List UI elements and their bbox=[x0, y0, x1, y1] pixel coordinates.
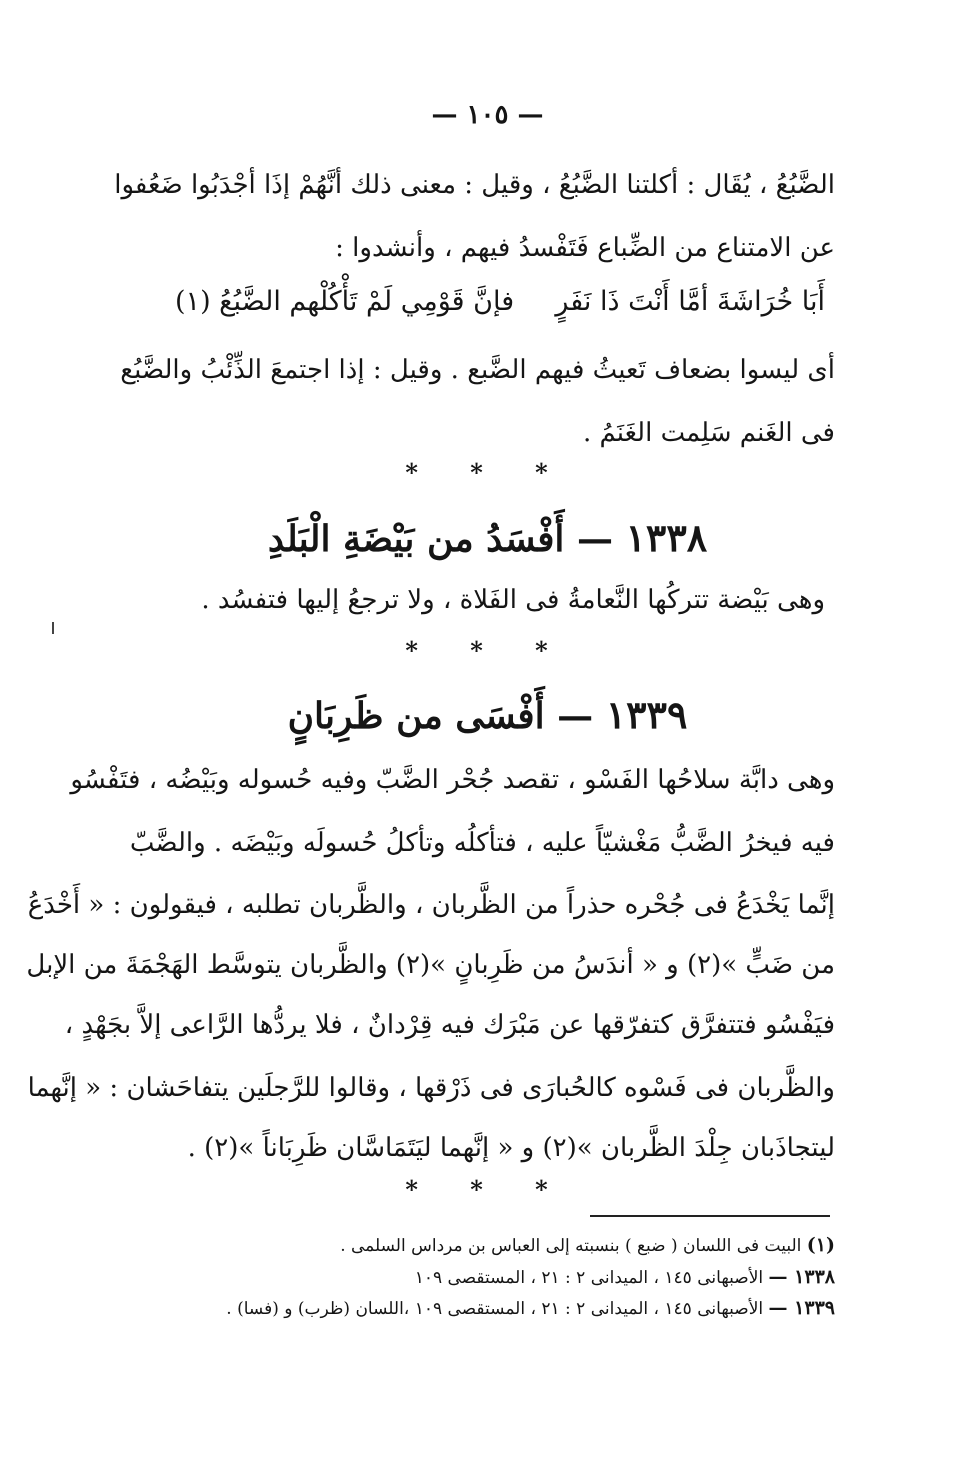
section-separator: * * * bbox=[405, 636, 570, 665]
footnote-text: الأصبهانى ١٤٥ ، الميدانى ٢ : ٢١ ، المستقصى ١٠٩ ،اللسان (ظرب) و (فسا) . bbox=[226, 1299, 764, 1319]
section-separator: * * * bbox=[405, 458, 570, 487]
heading-dash: — bbox=[544, 695, 594, 737]
body-line: وهى دابَّة سلاحُها الفَسْو ، تقصد جُحْر الضَّبّ وفيه حُسوله وبَيْضُه ، فتَفْسُو bbox=[70, 765, 835, 795]
proverb-heading bbox=[0, 690, 975, 741]
footnote-label: (١) bbox=[806, 1234, 835, 1256]
section-separator: * * * bbox=[405, 1175, 570, 1204]
proverb-number: ١٣٣٨ bbox=[625, 515, 708, 560]
body-line: من ضَبٍّ »(٢) و « أندَسُ من ظَرِبانٍ »(٢) والظَّربان يتوسَّط الهَجْمَةَ من الإبل bbox=[26, 950, 835, 980]
body-line: والظَّربان فى فَسْوه كالحُبارَى فى ذَرْقها ، وقالوا للرَّجلَين يتفاحَشان : « إنَّهما bbox=[27, 1073, 835, 1103]
footnote bbox=[135, 1295, 835, 1322]
body-line: فيَفْسُو فتتفرَّق كتفرّقها عن مَبْرَك فيه قِرْدانٌ ، فلا يردُّها الرَّاعى إلاَّ بجَهْدٍ ، bbox=[64, 1010, 835, 1040]
footnote-text: البيت فى اللسان ( ضبع ) بنسبته إلى العباس بن مرداس السلمى . bbox=[340, 1236, 802, 1256]
poetry-verse bbox=[175, 282, 825, 322]
footnote-label: ١٣٣٩ — bbox=[768, 1297, 835, 1319]
proverb-title: أَفْسَى من ظَرِبَانٍ bbox=[287, 695, 545, 737]
page-number: — ١٠٥ — bbox=[431, 100, 544, 130]
footnote-text: الأصبهانى ١٤٥ ، الميدانى ٢ : ٢١ ، المستقصى ١٠٩ bbox=[414, 1268, 764, 1288]
footnote bbox=[135, 1232, 835, 1259]
body-line: ليتجاذَبان جِلْدَ الظَّربان »(٢) و « إنَّهما ليَتَمَاسَّان ظَرِبَاناً »(٢) . bbox=[187, 1133, 835, 1163]
proverb-number: ١٣٣٩ bbox=[605, 692, 688, 737]
heading-dash: — bbox=[564, 518, 613, 560]
intro-line: الضَّبُعُ ، يُقَال : أكلتنا الضَّبُعُ ، وقيل : معنى ذلك أنَّهُمْ إذَا أجْدَبُوا ضَعُفوا bbox=[114, 170, 835, 200]
footnote-rule bbox=[590, 1215, 830, 1217]
proverb-heading bbox=[0, 513, 975, 564]
proverb-title: أَفْسَدُ من بَيْضَةِ الْبَلَدِ bbox=[267, 518, 565, 560]
footnote-label: ١٣٣٨ — bbox=[768, 1266, 835, 1288]
footnote bbox=[135, 1264, 835, 1291]
body-line: فيه فيخرُ الضَّبُّ مَغْشيّاً عليه ، فتأكلُه وتأكلُ حُسولَه وبَيْضَه . والضَّبّ bbox=[129, 828, 835, 858]
verse-first-hemistich: أَبَا خُرَاشَةَ أمَّا أَنْتَ ذَا نَفَرٍ bbox=[555, 286, 825, 317]
body-line: إنَّما يَخْدَعُ فى جُحْره حذراً من الظَّربان ، والظَّربان تطلبه ، فيقولون : « أَخْدَعُ bbox=[27, 890, 835, 920]
body-line: وهى بَيْضة تتركُها النَّعامةُ فى الفَلاة ، ولا ترجعُ إليها فتفسُد . bbox=[201, 585, 825, 615]
intro-line: عن الامتناع من الضِّباع فَتَفْسدُ فيهم ، وأنشدوا : bbox=[335, 233, 835, 263]
body-line: أى ليسوا بضعاف تَعيثُ فيهم الضَّبع . وقيل : إذا اجتمعَ الذِّئْبُ والضَّبُع bbox=[120, 355, 835, 385]
verse-second-hemistich: فإنَّ قَوْمِي لَمْ تَأْكُلْهم الضَّبُعُ (١) bbox=[175, 286, 515, 317]
body-line: فى الغَنم سَلِمت الغَنَمُ . bbox=[582, 418, 835, 448]
margin-mark bbox=[52, 622, 54, 634]
